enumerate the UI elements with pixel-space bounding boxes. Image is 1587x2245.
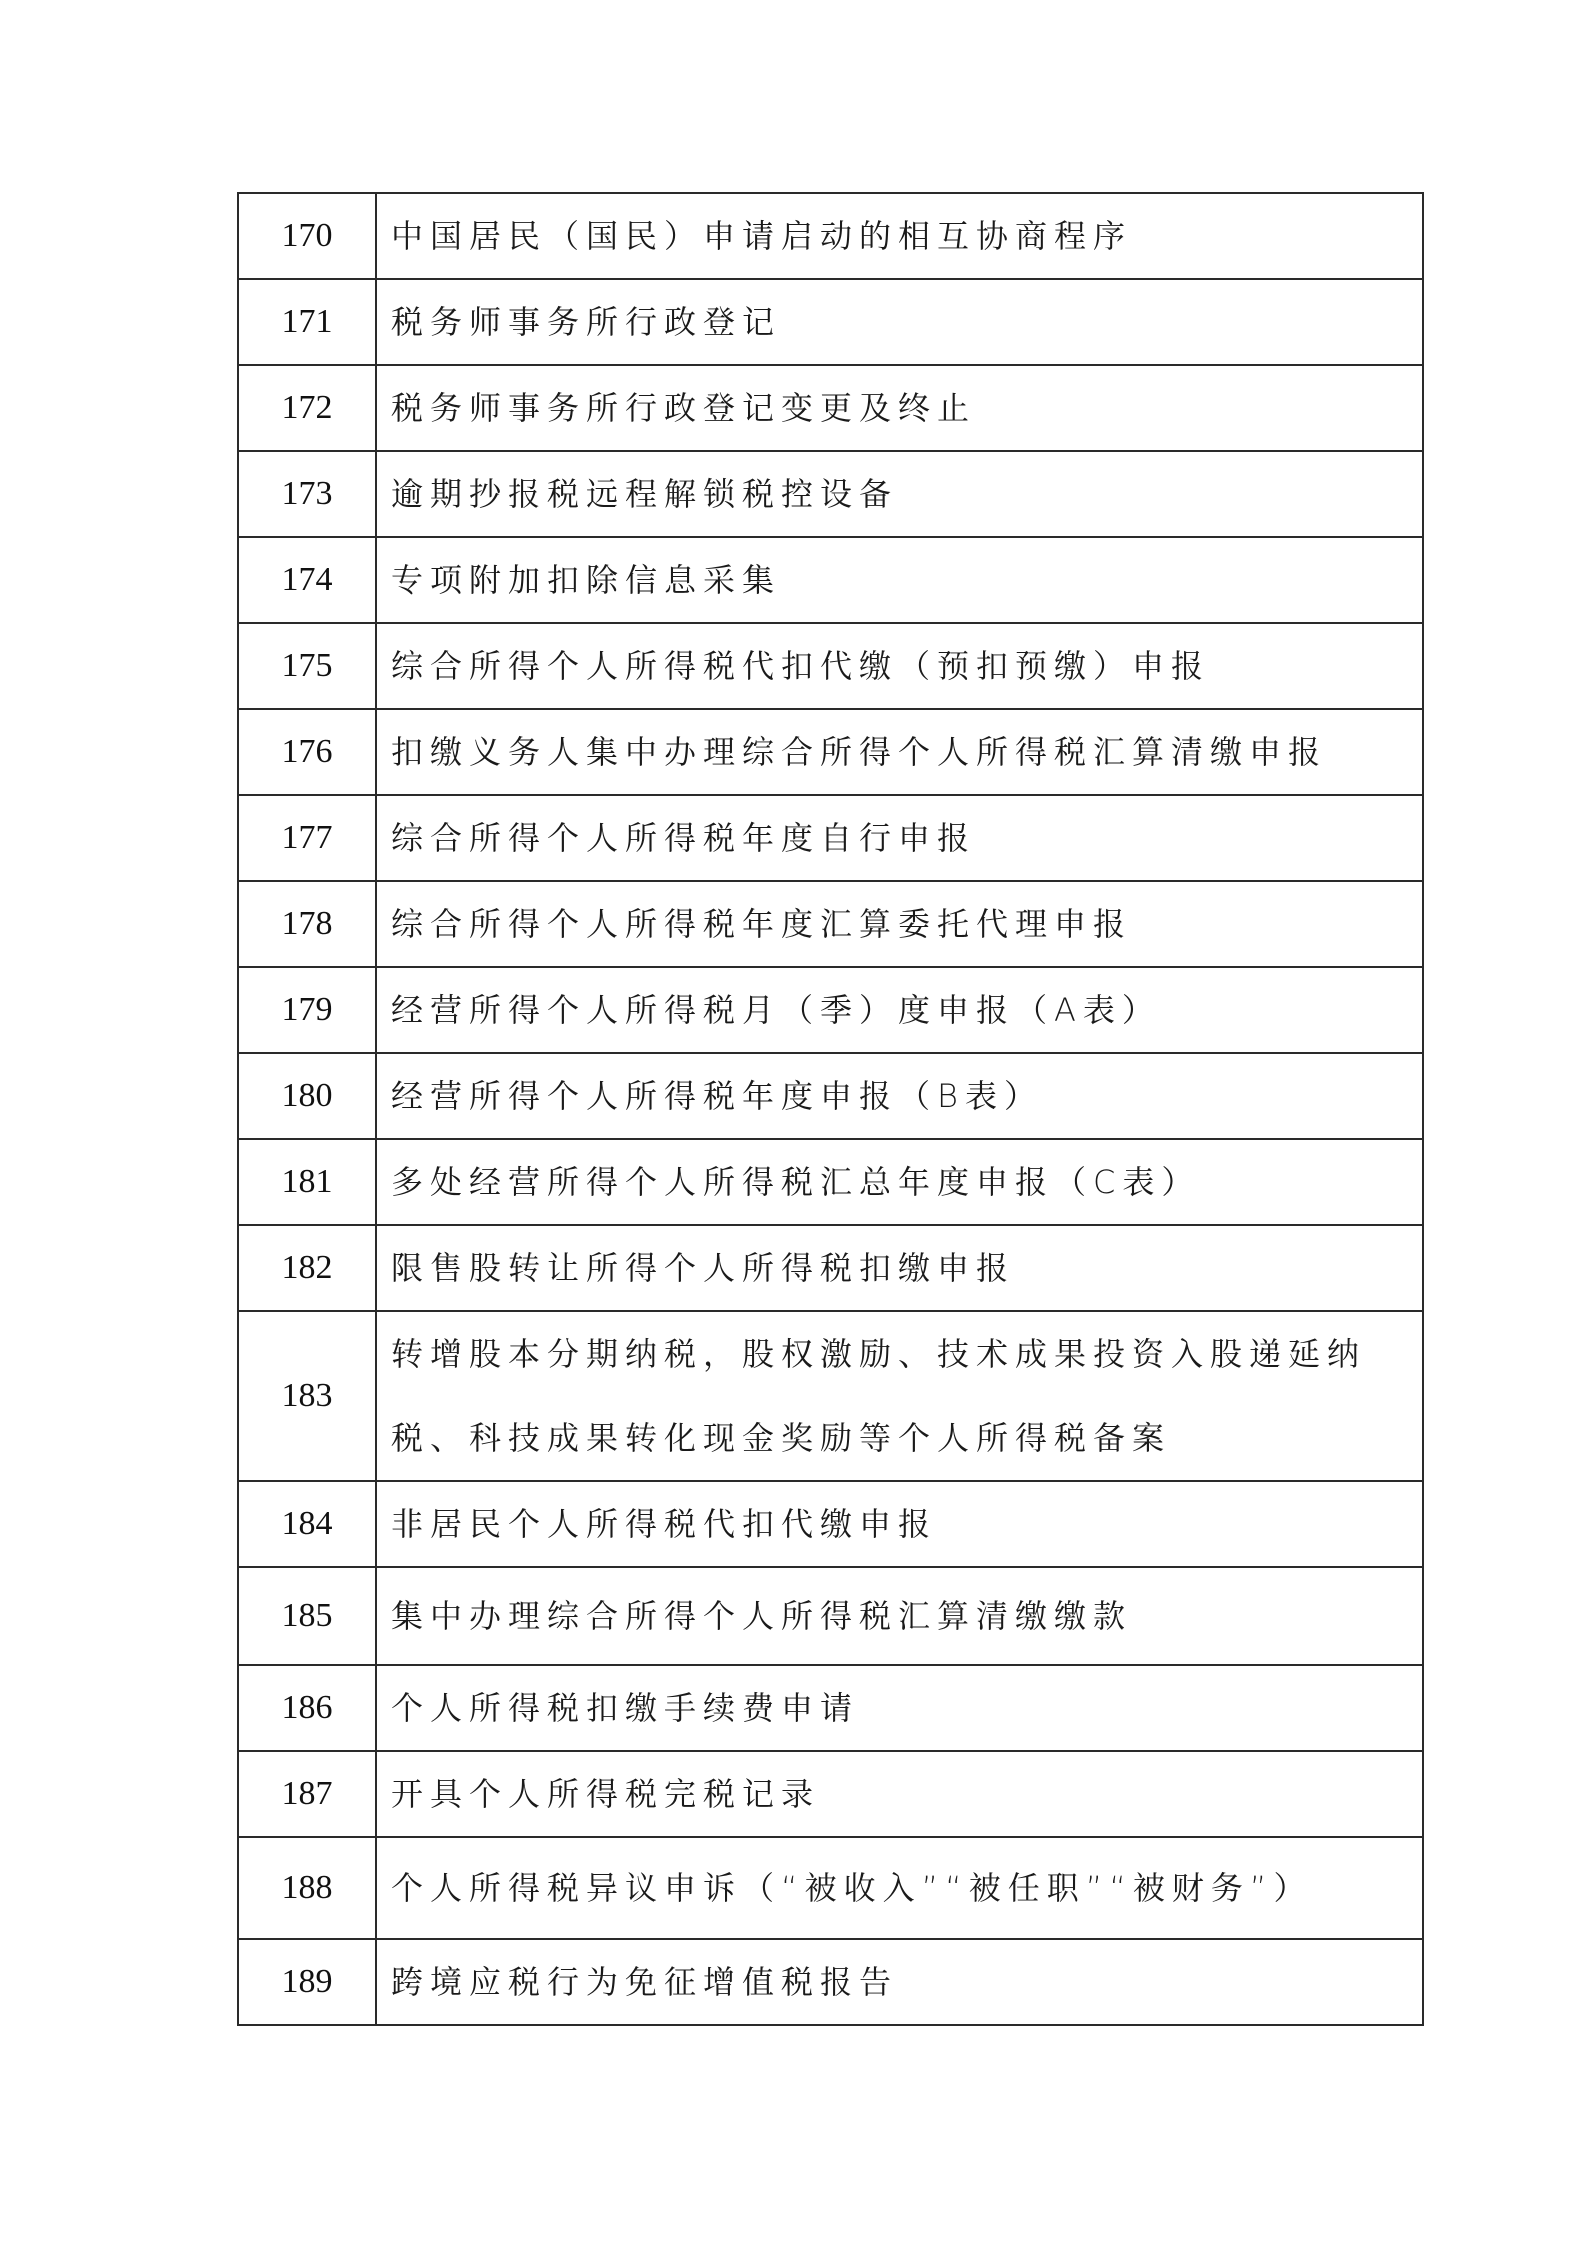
item-name: 跨境应税行为免征增值税报告 — [376, 1939, 1423, 2025]
table-row — [238, 1665, 1423, 1751]
item-name: 开具个人所得税完税记录 — [376, 1751, 1423, 1837]
item-name: 非居民个人所得税代扣代缴申报 — [376, 1481, 1423, 1567]
row-number: 172 — [238, 365, 376, 451]
item-name: 个人所得税异议申诉（“被收入”“被任职”“被财务”） — [376, 1837, 1423, 1939]
row-number: 182 — [238, 1225, 376, 1311]
table-body — [238, 193, 1423, 2025]
row-number: 171 — [238, 279, 376, 365]
table-row — [238, 365, 1423, 451]
item-name: 综合所得个人所得税代扣代缴（预扣预缴）申报 — [376, 623, 1423, 709]
table-row — [238, 881, 1423, 967]
table-row — [238, 537, 1423, 623]
row-number: 188 — [238, 1837, 376, 1939]
item-name: 经营所得个人所得税年度申报（B表） — [376, 1053, 1423, 1139]
table-row — [238, 1939, 1423, 2025]
row-number: 177 — [238, 795, 376, 881]
row-number: 185 — [238, 1567, 376, 1665]
item-name: 综合所得个人所得税年度汇算委托代理申报 — [376, 881, 1423, 967]
row-number: 189 — [238, 1939, 376, 2025]
item-name: 经营所得个人所得税月（季）度申报（A表） — [376, 967, 1423, 1053]
table-row — [238, 279, 1423, 365]
row-number: 183 — [238, 1311, 376, 1481]
table-row — [238, 795, 1423, 881]
row-number: 180 — [238, 1053, 376, 1139]
tax-service-items-table — [237, 192, 1424, 2026]
item-name: 专项附加扣除信息采集 — [376, 537, 1423, 623]
row-number: 178 — [238, 881, 376, 967]
row-number: 176 — [238, 709, 376, 795]
row-number: 170 — [238, 193, 376, 279]
item-name: 扣缴义务人集中办理综合所得个人所得税汇算清缴申报 — [376, 709, 1423, 795]
table-row — [238, 451, 1423, 537]
row-number: 186 — [238, 1665, 376, 1751]
item-name: 中国居民（国民）申请启动的相互协商程序 — [376, 193, 1423, 279]
table-row — [238, 1481, 1423, 1567]
item-name: 转增股本分期纳税，股权激励、技术成果投资入股递延纳税、科技成果转化现金奖励等个人所得税备案 — [376, 1311, 1423, 1481]
item-name: 税务师事务所行政登记 — [376, 279, 1423, 365]
item-name: 个人所得税扣缴手续费申请 — [376, 1665, 1423, 1751]
row-number: 173 — [238, 451, 376, 537]
item-name: 集中办理综合所得个人所得税汇算清缴缴款 — [376, 1567, 1423, 1665]
table-row — [238, 967, 1423, 1053]
table-row — [238, 1567, 1423, 1665]
item-name: 逾期抄报税远程解锁税控设备 — [376, 451, 1423, 537]
table-row — [238, 1837, 1423, 1939]
table-row — [238, 193, 1423, 279]
row-number: 175 — [238, 623, 376, 709]
row-number: 181 — [238, 1139, 376, 1225]
row-number: 184 — [238, 1481, 376, 1567]
item-name: 综合所得个人所得税年度自行申报 — [376, 795, 1423, 881]
item-name: 税务师事务所行政登记变更及终止 — [376, 365, 1423, 451]
item-name: 多处经营所得个人所得税汇总年度申报（C表） — [376, 1139, 1423, 1225]
row-number: 179 — [238, 967, 376, 1053]
table-row — [238, 1139, 1423, 1225]
table-row — [238, 623, 1423, 709]
table-row — [238, 709, 1423, 795]
item-name: 限售股转让所得个人所得税扣缴申报 — [376, 1225, 1423, 1311]
table-row — [238, 1751, 1423, 1837]
table-row — [238, 1053, 1423, 1139]
row-number: 187 — [238, 1751, 376, 1837]
row-number: 174 — [238, 537, 376, 623]
table-row — [238, 1225, 1423, 1311]
table-row — [238, 1311, 1423, 1481]
